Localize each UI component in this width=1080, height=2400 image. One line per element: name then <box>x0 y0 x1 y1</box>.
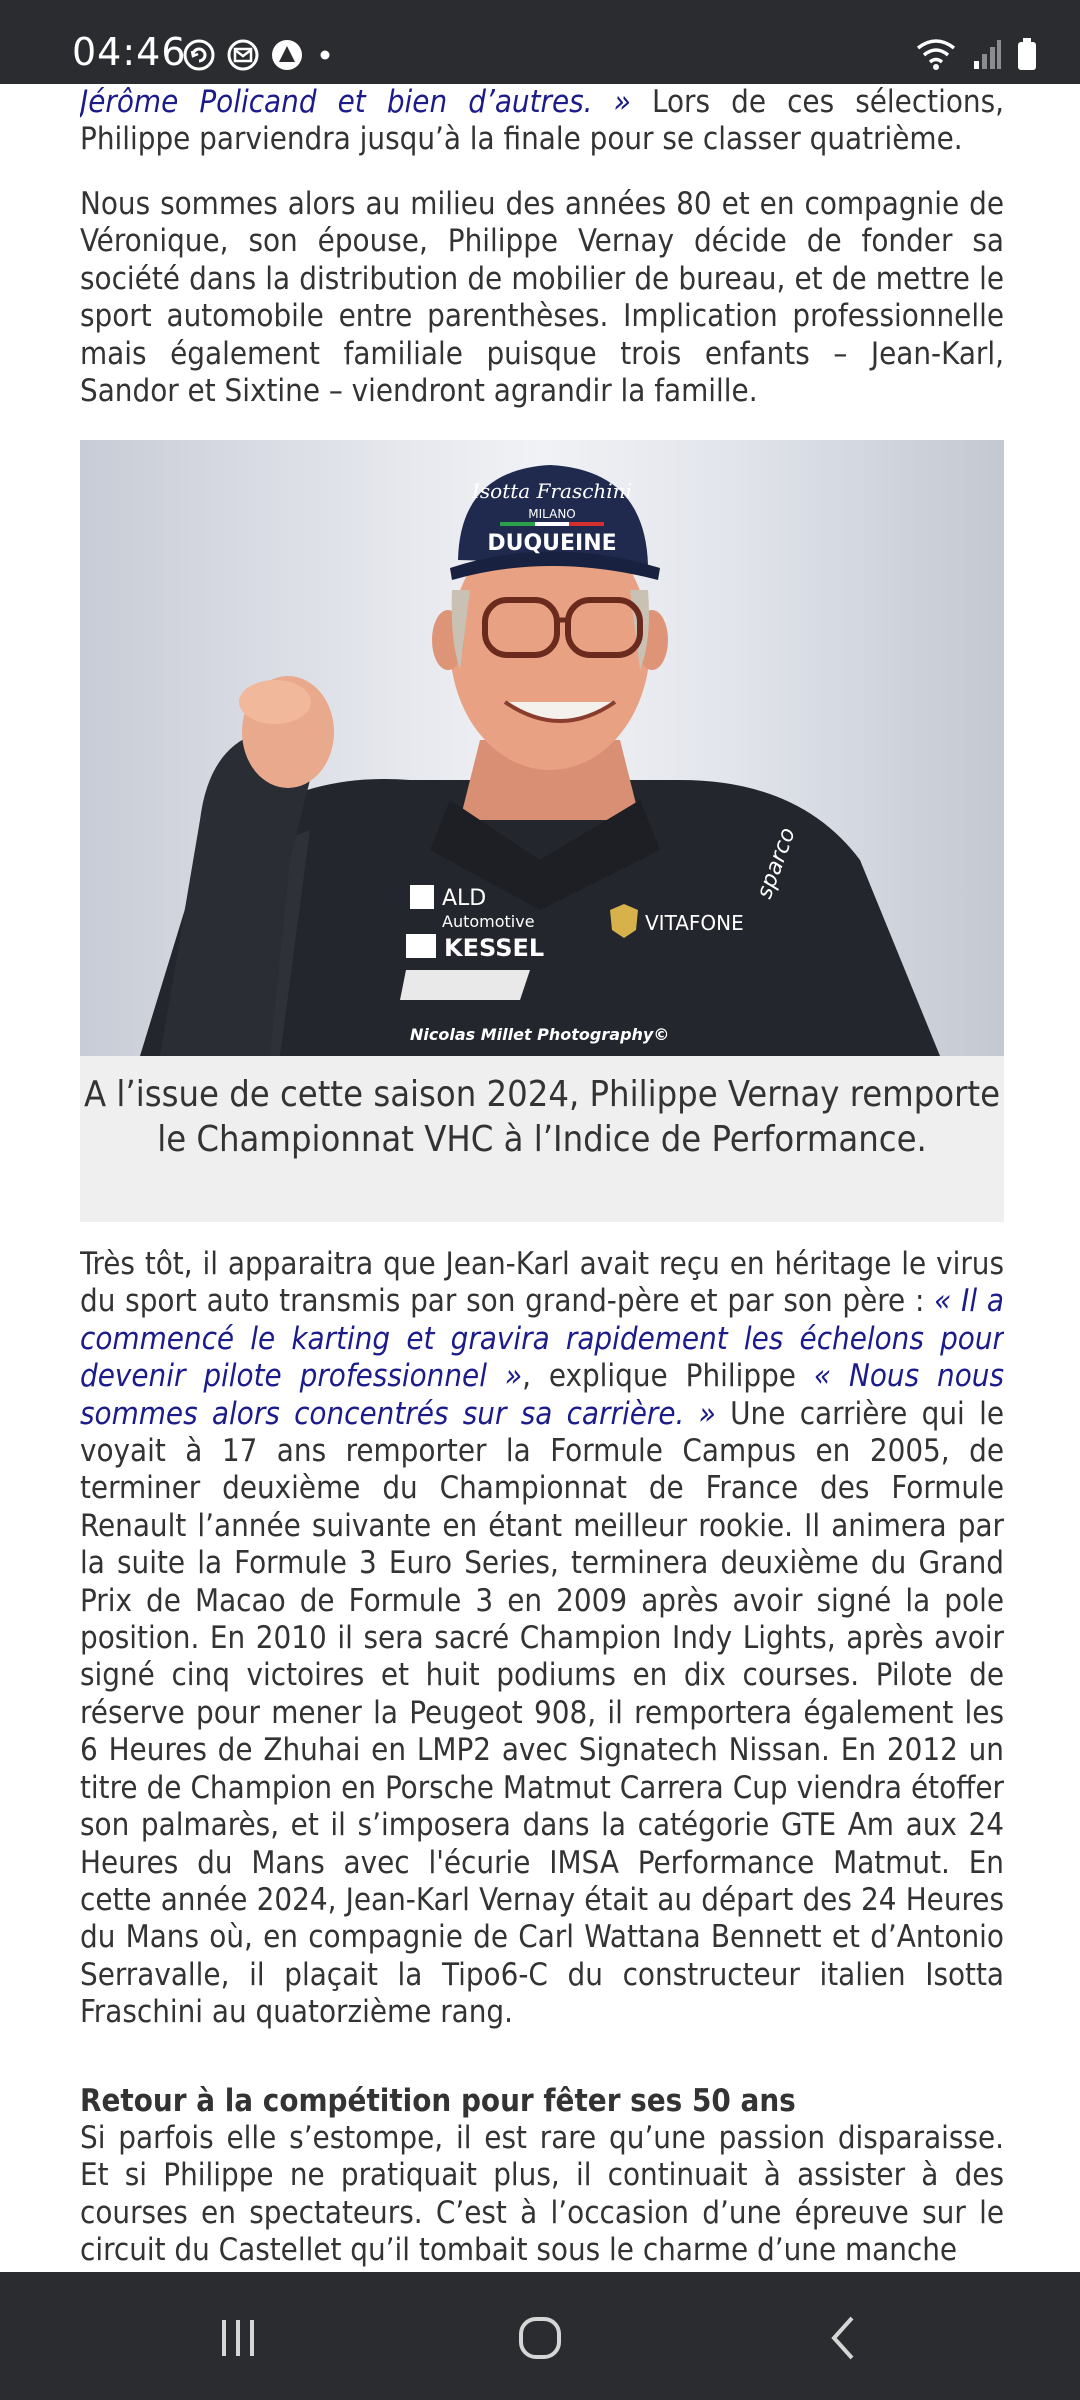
wifi-icon <box>914 36 958 72</box>
recents-icon <box>216 2316 260 2360</box>
status-bar <box>0 0 1080 84</box>
suit-logo-kessel: KESSEL <box>444 934 545 962</box>
suit-logo-sparco: sparco <box>752 824 801 903</box>
photo-caption: A l’issue de cette saison 2024, Philippe Vernay remporte le Championnat VHC à l’Indice de Performance. <box>80 1056 1004 1222</box>
paragraph-4: Si parfois elle s’estompe, il est rare qu’une passion disparaisse. Et si Philippe ne pratiquait plus, il continuait à assister à des courses en spectateurs. C’est à l’occasion d’une épreuve sur le circuit du Castellet qu’il tombait sous le charme d’une manche <box>80 2120 1004 2269</box>
suit-logo-ald: ALD <box>442 886 487 911</box>
intro-text: Lors de ces sélections, Philippe parviendra jusqu’à la finale pour se classer quatrième. <box>80 84 1004 158</box>
sync-icon <box>182 38 216 72</box>
photo-illustration <box>80 440 1004 1056</box>
cap-logo-text: Isotta Fraschini <box>472 479 632 503</box>
navigation-bar <box>0 2272 1080 2400</box>
paragraph-2: Nous sommes alors au milieu des années 80 et en compagnie de Véronique, son épouse, Philippe Vernay décide de fonder sa société dans la distribution de mobilier de bureau, et de mettre le sport automobile entre parenthèses. Implication professionnelle mais également familiale puisque trois enfants – Jean-Karl, Sandor et Sixtine – viendront agrandir la famille. <box>80 186 1004 410</box>
paragraph-3 <box>80 1246 1004 2032</box>
signal-icon <box>972 37 1002 71</box>
paragraph-3-quote-2: « Nous nous sommes alors concentrés sur sa carrière. » <box>80 1358 1004 1432</box>
cap-logo-subtext: MILANO <box>528 507 576 521</box>
suit-logo-automotive: Automotive <box>442 912 535 931</box>
section-heading: Retour à la compétition pour fêter ses 50 ans <box>80 2083 796 2119</box>
article-content <box>80 84 1004 2272</box>
mail-icon <box>226 38 260 72</box>
alert-icon <box>270 38 304 72</box>
status-icons-right <box>914 36 1038 72</box>
paragraph-3-part-3: Une carrière qui le voyait à 17 ans remporter la Formule Campus en 2005, de terminer deuxième du Championnat de France des Formule Renault l’année suivante en étant meilleur rookie. Il animera par la suite la Formule 3 Euro Series, terminera deuxième du Grand Prix de Macao de Formule 3 en 2009 après avoir signé la pole position. En 2010 il sera sacré Champion Indy Lights, après avoir signé cinq victoires et huit podiums en dix courses. Pilote de réserve pour mener la Peugeot 908, il remportera également les 6 Heures de Zhuhai en LMP2 avec Signatech Nissan. En 2012 un titre de Champion en Porsche Matmut Carrera Cup viendra étoffer son palmarès, et il s’imposera dans la catégorie GTE Am aux 24 Heures du Mans avec l'écurie IMSA Performance Matmut. En cette année 2024, Jean-Karl Vernay était au départ des 24 Heures du Mans où, en compagnie de Carl Wattana Bennett et d’Antonio Serravalle, il plaçait la Tipo6-C du constructeur italien Isotta Fraschini au quatorzième rang. <box>80 1395 1004 2031</box>
cap-brand-text: DUQUEINE <box>487 531 617 556</box>
back-button[interactable] <box>804 2310 884 2366</box>
paragraph-3-quote-1: « Il a commencé le karting et gravira rapidement les échelons pour devenir pilote professionnel » <box>80 1283 1004 1395</box>
intro-quote: Jérôme Policand et bien d’autres. » <box>80 84 631 120</box>
battery-icon <box>1016 36 1038 72</box>
photo-watermark: Nicolas Millet Photography© <box>410 1025 670 1044</box>
paragraph-3-part-1: Très tôt, il apparaitra que Jean-Karl avait reçu en héritage le virus du sport auto transmis par son grand-père et par son père : <box>80 1246 1004 1320</box>
recents-button[interactable] <box>198 2310 278 2366</box>
paragraph-3-part-2: , explique Philippe <box>522 1358 814 1395</box>
dot-icon <box>314 38 336 72</box>
suit-logo-vitafone: VITAFONE <box>645 911 744 935</box>
status-time: 04:46 <box>72 30 187 74</box>
back-icon <box>822 2314 866 2362</box>
status-icons-left <box>182 38 336 72</box>
home-button[interactable] <box>500 2310 580 2366</box>
intro-paragraph <box>80 84 1004 159</box>
home-icon <box>516 2314 564 2362</box>
article-photo[interactable] <box>80 440 1004 1056</box>
